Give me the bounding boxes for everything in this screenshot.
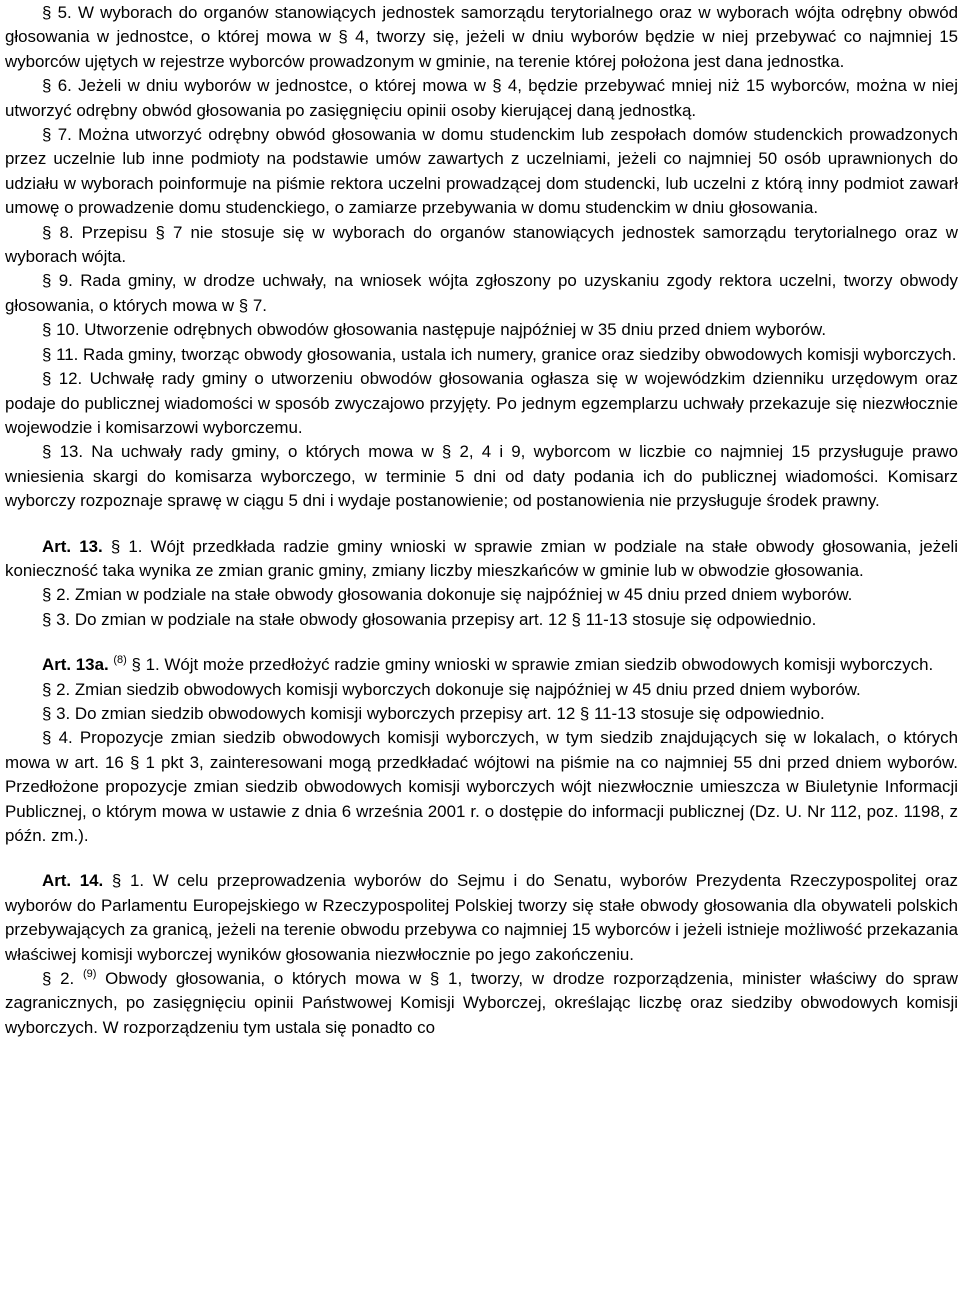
article-13a-paragraph-2: § 2. Zmian siedzib obwodowych komisji wyborczych dokonuje się najpóźniej w 45 dniu przed dniem wyborów. xyxy=(42,679,861,699)
footnote-ref-8: (8) xyxy=(113,654,127,667)
article-14-paragraph-1 xyxy=(5,869,958,967)
paragraph-section-11: § 11. Rada gminy, tworząc obwody głosowania, ustala ich numery, granice oraz siedziby obwodowych komisji wyborczych. xyxy=(42,344,957,364)
paragraph-section-13: § 13. Na uchwały rady gminy, o których mowa w § 2, 4 i 9, wyborcom w liczbie co najmniej 15 przysługuje prawo wniesienia skargi do komisarza wyborczego, w terminie 5 dni od daty podania ich do publicznej wiadomości. Komisarz wyborczy rozpoznaje sprawę w ciągu 5 dni i wydaje postanowienie; od postanowienia nie przysługuje środek prawny. xyxy=(5,442,958,511)
article-13a-section-1-text: § 1. Wójt może przedłożyć radzie gminy wnioski w sprawie zmian siedzib obwodowych komisji wyborczych. xyxy=(126,655,934,675)
article-13-paragraph-1 xyxy=(5,535,958,584)
paragraph-section-7: § 7. Można utworzyć odrębny obwód głosowania w domu studenckim lub zespołach domów studenckich prowadzonych przez uczelnie lub inne podmioty na podstawie umów zawartych z uczelniami, jeżeli co najmniej 50 osób uprawnionych do udziału w wyborach poinformuje na piśmie rektora uczelni prowadzącej dom studencki, lub uczelni z którą inny podmiot zawarł umowę o prowadzenie domu studenckiego, o zamiarze przebywania w domu studenckim w dniu głosowania. xyxy=(5,125,958,218)
article-14-section-2-number: § 2. xyxy=(42,969,75,989)
article-14-section-1-text: § 1. W celu przeprowadzenia wyborów do Sejmu i do Senatu, wyborów Prezydenta Rzeczypospolitej oraz wyborów do Parlamentu Europejskiego w Rzeczypospolitej Polskiej tworzy się stałe obwody głosowania dla obywateli polskich przebywających za granicą, jeżeli na terenie obwodu przebywa co najmniej 15 wyborców i jeżeli istnieje możliwość przekazania właściwej komisji wyborczej wyników głosowania niezwłocznie po jego zakończeniu. xyxy=(5,871,958,964)
article-13a-heading: Art. 13a. xyxy=(42,655,109,675)
footnote-ref-9: (9) xyxy=(82,968,97,981)
paragraph-section-12: § 12. Uchwałę rady gminy o utworzeniu obwodów głosowania ogłasza się w wojewódzkim dzienniku urzędowym oraz podaje do publicznej wiadomości w sposób zwyczajowo przyjęty. Po jednym egzemplarzu uchwały przekazuje się niezwłocznie wojewodzie i komisarzowi wyborczemu. xyxy=(5,369,958,437)
article-13-paragraph-3: § 3. Do zmian w podziale na stałe obwody głosowania przepisy art. 12 § 11-13 stosuje się odpowiednio. xyxy=(42,609,817,629)
paragraph-section-10: § 10. Utworzenie odrębnych obwodów głosowania następuje najpóźniej w 35 dniu przed dniem wyborów. xyxy=(42,320,827,340)
article-13-paragraph-2: § 2. Zmian w podziale na stałe obwody głosowania dokonuje się najpóźniej w 45 dniu przed dniem wyborów. xyxy=(42,585,853,605)
paragraph-section-5: § 5. W wyborach do organów stanowiących jednostek samorządu terytorialnego oraz w wyborach wójta odrębny obwód głosowania w jednostce, o której mowa w § 4, tworzy się, jeżeli w dniu wyborów będzie w niej przebywać co najmniej 15 wyborców ujętych w rejestrze wyborców prowadzonym w gminie, na terenie której położona jest dana jednostka. xyxy=(5,3,958,71)
article-14-paragraph-2 xyxy=(5,967,958,1040)
article-spacer xyxy=(5,514,958,535)
article-14-heading: Art. 14. xyxy=(42,871,104,891)
article-spacer xyxy=(5,632,958,653)
article-13-section-1-text: § 1. Wójt przedkłada radzie gminy wnioski w sprawie zmian w podziale na stałe obwody głosowania, jeżeli konieczność taka wynika ze zmian granic gminy, zmiany liczby mieszkańców w gminie lub w obwodzie głosowania. xyxy=(5,536,959,580)
article-spacer xyxy=(5,848,958,869)
paragraph-section-6: § 6. Jeżeli w dniu wyborów w jednostce, o której mowa w § 4, będzie przebywać mniej niż 15 wyborców, można w niej utworzyć odrębny obwód głosowania po zasięgnięciu opinii osoby kierującej daną jednostką. xyxy=(5,76,958,120)
article-13a-paragraph-1 xyxy=(5,653,958,677)
article-13-heading: Art. 13. xyxy=(42,536,103,556)
article-13a-paragraph-3: § 3. Do zmian siedzib obwodowych komisji wyborczych przepisy art. 12 § 11-13 stosuje się odpowiednio. xyxy=(42,703,825,723)
article-14-section-2-text: Obwody głosowania, o których mowa w § 1, tworzy, w drodze rozporządzenia, minister właściwy do spraw zagranicznych, po zasięgnięciu opinii Państwowej Komisji Wyborczej, określając liczbę oraz siedziby obwodowych komisji wyborczych. W rozporządzeniu tym ustala się ponadto co xyxy=(5,969,958,1037)
paragraph-section-9: § 9. Rada gminy, w drodze uchwały, na wniosek wójta zgłoszony po uzyskaniu zgody rektora uczelni, tworzy obwody głosowania, o których mowa w § 7. xyxy=(5,271,958,315)
paragraph-section-8: § 8. Przepisu § 7 nie stosuje się w wyborach do organów stanowiących jednostek samorządu terytorialnego oraz w wyborach wójta. xyxy=(5,222,958,267)
article-13a-paragraph-4: § 4. Propozycje zmian siedzib obwodowych komisji wyborczych, w tym siedzib znajdujących się w lokalach, o których mowa w art. 16 § 1 pkt 3, zainteresowani mogą przedkładać wójtowi na piśmie na co najmniej 55 dni przed dniem wyborów. Przedłożone propozycje zmian siedzib obwodowych komisji wyborczych wójt niezwłocznie umieszcza w Biuletynie Informacji Publicznej, o którym mowa w ustawie z dnia 6 września 2001 r. o dostępie do informacji publicznej (Dz. U. Nr 112, poz. 1198, z późn. zm.). xyxy=(5,728,958,845)
